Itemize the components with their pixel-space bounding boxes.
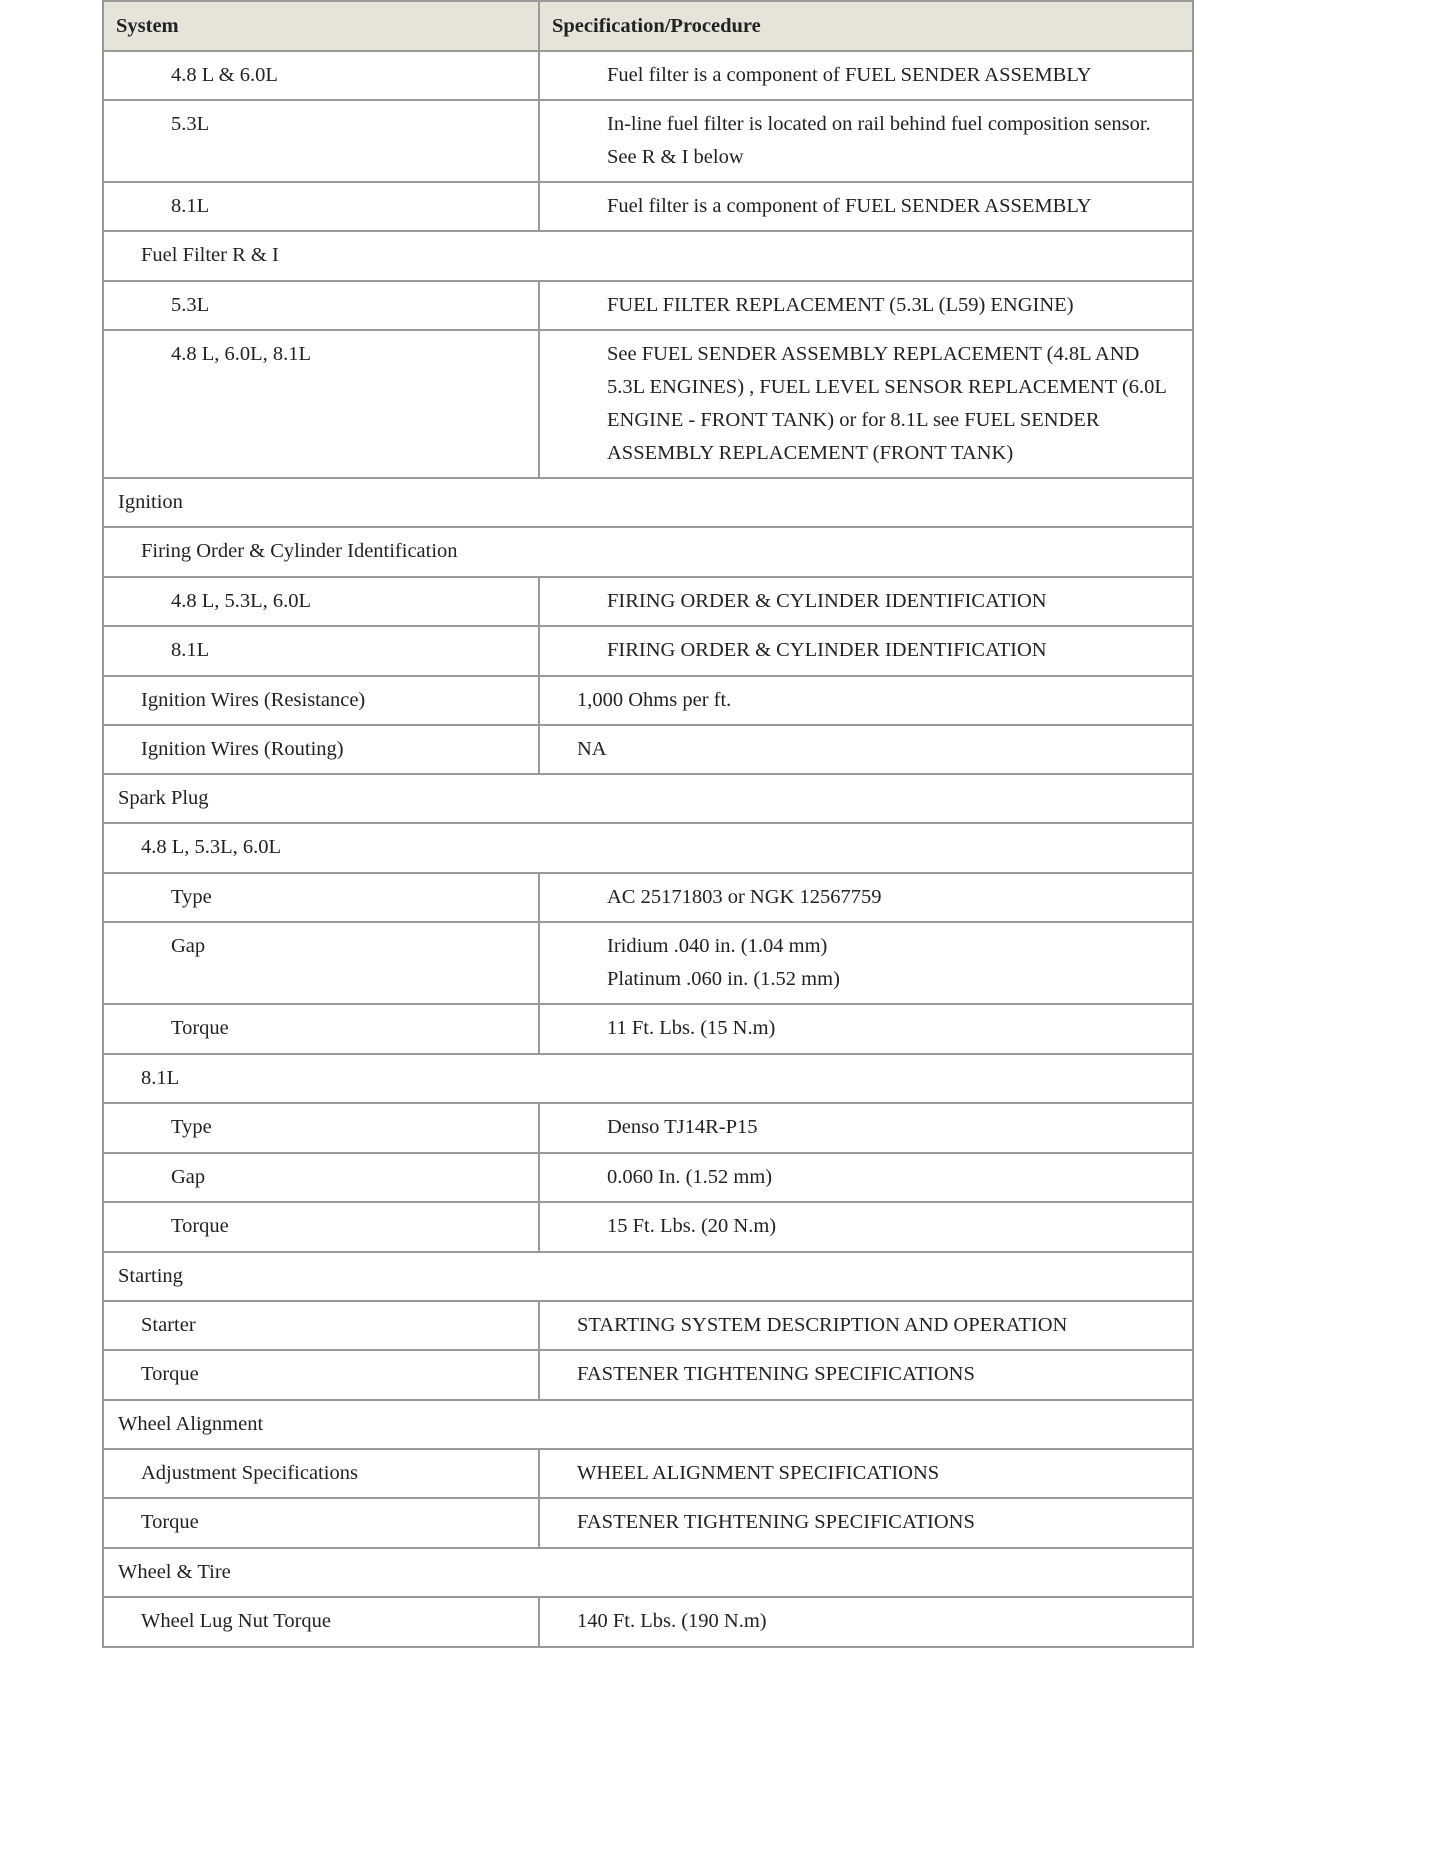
section-label: Fuel Filter R & I [103,231,1193,281]
section-row [103,1548,1193,1597]
spec-cell: NA [539,725,1193,774]
table-row [103,1449,1193,1498]
system-cell: 5.3L [103,100,539,182]
section-row [103,774,1193,823]
section-row [103,231,1193,281]
table-row [103,1498,1193,1548]
system-cell: 4.8 L, 5.3L, 6.0L [103,577,539,626]
spec-cell: Denso TJ14R-P15 [539,1103,1193,1153]
spec-cell: FASTENER TIGHTENING SPECIFICATIONS [539,1350,1193,1400]
section-label: Wheel & Tire [103,1548,1193,1597]
system-cell: Type [103,873,539,922]
table-row [103,51,1193,100]
header-system: System [103,1,539,51]
system-cell: Gap [103,1153,539,1202]
header-specification: Specification/Procedure [539,1,1193,51]
section-row [103,478,1193,527]
table-header-row [103,1,1193,51]
system-cell: 5.3L [103,281,539,330]
spec-cell: AC 25171803 or NGK 12567759 [539,873,1193,922]
spec-cell: Fuel filter is a component of FUEL SENDER ASSEMBLY [539,182,1193,231]
section-label: Firing Order & Cylinder Identification [103,527,1193,577]
table-row [103,1350,1193,1400]
spec-cell: FASTENER TIGHTENING SPECIFICATIONS [539,1498,1193,1548]
spec-table [102,0,1194,1648]
system-cell: Adjustment Specifications [103,1449,539,1498]
table-row [103,1301,1193,1350]
spec-cell: In-line fuel filter is located on rail behind fuel composition sensor. See R & I below [539,100,1193,182]
section-label: Wheel Alignment [103,1400,1193,1449]
section-label: Starting [103,1252,1193,1301]
section-row [103,823,1193,873]
spec-cell: FIRING ORDER & CYLINDER IDENTIFICATION [539,577,1193,626]
table-row [103,330,1193,478]
table-row [103,626,1193,676]
table-row [103,922,1193,1004]
system-cell: Type [103,1103,539,1153]
table-row [103,676,1193,725]
table-row [103,1202,1193,1252]
spec-cell: 11 Ft. Lbs. (15 N.m) [539,1004,1193,1054]
section-row [103,1400,1193,1449]
system-cell: Torque [103,1498,539,1548]
spec-cell: Iridium .040 in. (1.04 mm) Platinum .060 in. (1.52 mm) [539,922,1193,1004]
section-row [103,527,1193,577]
section-label: 8.1L [103,1054,1193,1103]
table-row [103,100,1193,182]
system-cell: Wheel Lug Nut Torque [103,1597,539,1647]
section-label: 4.8 L, 5.3L, 6.0L [103,823,1193,873]
spec-cell: FIRING ORDER & CYLINDER IDENTIFICATION [539,626,1193,676]
table-row [103,1597,1193,1647]
table-row [103,1004,1193,1054]
spec-cell: See FUEL SENDER ASSEMBLY REPLACEMENT (4.8L AND 5.3L ENGINES) , FUEL LEVEL SENSOR REPLACEMENT (6.0L ENGINE - FRONT TANK) or for 8.1L see FUEL SENDER ASSEMBLY REPLACEMENT (FRONT TANK) [539,330,1193,478]
system-cell: Torque [103,1350,539,1400]
table-row [103,873,1193,922]
spec-cell: STARTING SYSTEM DESCRIPTION AND OPERATION [539,1301,1193,1350]
system-cell: Torque [103,1202,539,1252]
system-cell: Starter [103,1301,539,1350]
system-cell: Ignition Wires (Resistance) [103,676,539,725]
spec-cell: 15 Ft. Lbs. (20 N.m) [539,1202,1193,1252]
system-cell: Ignition Wires (Routing) [103,725,539,774]
spec-cell: Fuel filter is a component of FUEL SENDER ASSEMBLY [539,51,1193,100]
section-label: Spark Plug [103,774,1193,823]
system-cell: Torque [103,1004,539,1054]
spec-cell: WHEEL ALIGNMENT SPECIFICATIONS [539,1449,1193,1498]
table-row [103,577,1193,626]
section-row [103,1054,1193,1103]
spec-cell: FUEL FILTER REPLACEMENT (5.3L (L59) ENGINE) [539,281,1193,330]
spec-cell: 140 Ft. Lbs. (190 N.m) [539,1597,1193,1647]
spec-cell: 0.060 In. (1.52 mm) [539,1153,1193,1202]
section-row [103,1252,1193,1301]
table-row [103,182,1193,231]
section-label: Ignition [103,478,1193,527]
system-cell: 4.8 L & 6.0L [103,51,539,100]
table-row [103,725,1193,774]
spec-cell: 1,000 Ohms per ft. [539,676,1193,725]
system-cell: Gap [103,922,539,1004]
system-cell: 8.1L [103,626,539,676]
table-row [103,1153,1193,1202]
table-row [103,1103,1193,1153]
table-row [103,281,1193,330]
system-cell: 8.1L [103,182,539,231]
system-cell: 4.8 L, 6.0L, 8.1L [103,330,539,478]
